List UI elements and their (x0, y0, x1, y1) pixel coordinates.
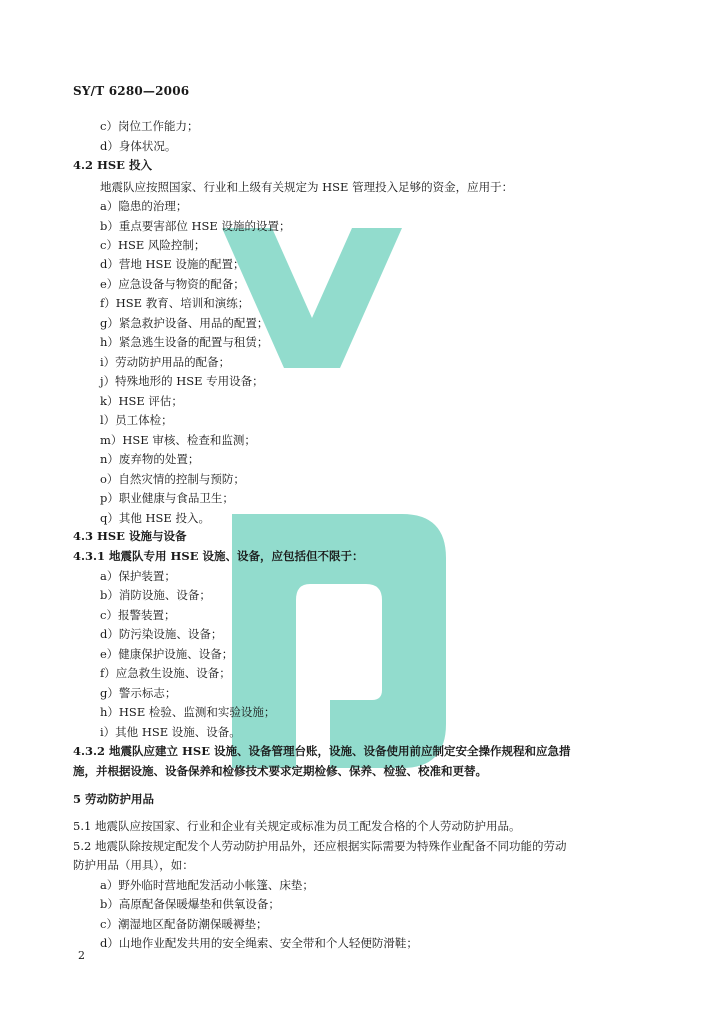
body-text-line: i）其他 HSE 设施、设备。 (100, 725, 241, 739)
body-text-line: c）报警装置； (100, 608, 176, 622)
body-text-line: o）自然灾情的控制与预防； (100, 472, 245, 486)
body-text-line: e）应急设备与物资的配备； (100, 277, 245, 291)
section-heading-line: 4.3 HSE 设施与设备 (73, 529, 187, 543)
section-heading-line: 施，并根据设施、设备保养和检修技术要求定期检修、保养、检验、校准和更替。 (73, 764, 487, 778)
body-text-line: a）保护装置； (100, 569, 176, 583)
body-text-line: d）防污染设施、设备； (100, 627, 223, 641)
body-text-line: l）员工体检； (100, 413, 173, 427)
body-text-line: p）职业健康与食品卫生； (100, 491, 234, 505)
body-text-line: f）应急救生设施、设备； (100, 666, 231, 680)
body-text-line: b）重点要害部位 HSE 设施的设置； (100, 219, 291, 233)
page-number: 2 (78, 949, 85, 962)
document-header-code: SY/T 6280—2006 (73, 84, 190, 98)
body-text-line: a）隐患的治理； (100, 199, 188, 213)
body-text-line: 5.2 地震队除按规定配发个人劳动防护用品外，还应根据实际需要为特殊作业配备不同功能的劳动 (73, 839, 567, 853)
body-text-line: k）HSE 评估； (100, 394, 183, 408)
body-text-line: h）HSE 检验、监测和实验设施； (100, 705, 276, 719)
body-text-line: n）废弃物的处置； (100, 452, 200, 466)
body-text-line: 防护用品（用具），如： (73, 858, 194, 872)
body-text-line: c）岗位工作能力； (100, 119, 199, 133)
section-heading-line: 4.3.1 地震队专用 HSE 设施、设备，应包括但不限于： (73, 549, 364, 563)
body-text-line: d）身体状况。 (100, 139, 177, 153)
body-text-line: b）高原配备保暖爆垫和供氧设备； (100, 897, 280, 911)
section-heading-line: 5 劳动防护用品 (73, 792, 155, 806)
body-text-line: 5.1 地震队应按国家、行业和企业有关规定或标准为员工配发合格的个人劳动防护用品。 (73, 819, 521, 833)
body-text-line: h）紧急逃生设备的配置与租赁； (100, 335, 269, 349)
body-text-line: q）其他 HSE 投入。 (100, 511, 210, 525)
body-text-line: c）HSE 风险控制； (100, 238, 206, 252)
body-text-line: d）山地作业配发共用的安全绳索、安全带和个人轻便防滑鞋； (100, 936, 418, 950)
body-text-line: g）紧急救护设备、用品的配置； (100, 316, 269, 330)
body-text-line: b）消防设施、设备； (100, 588, 211, 602)
body-text-line: i）劳动防护用品的配备； (100, 355, 231, 369)
body-text-line: a）野外临时营地配发活动小帐篷、床垫； (100, 878, 314, 892)
body-text-line: c）潮湿地区配备防潮保暖褥垫； (100, 917, 268, 931)
body-text-line: d）营地 HSE 设施的配置； (100, 257, 245, 271)
section-heading-line: 4.3.2 地震队应建立 HSE 设施、设备管理台账，设施、设备使用前应制定安全操作规程和应急措 (73, 744, 571, 758)
body-text-line: j）特殊地形的 HSE 专用设备； (100, 374, 264, 388)
body-text-line: f）HSE 教育、培训和演练； (100, 296, 250, 310)
section-heading-line: 4.2 HSE 投入 (73, 158, 152, 172)
body-text-line: e）健康保护设施、设备； (100, 647, 234, 661)
body-text-line: g）警示标志； (100, 686, 177, 700)
body-text-line: m）HSE 审核、检查和监测； (100, 433, 256, 447)
body-text-line: 地震队应按照国家、行业和上级有关规定为 HSE 管理投入足够的资金，应用于： (100, 180, 514, 194)
